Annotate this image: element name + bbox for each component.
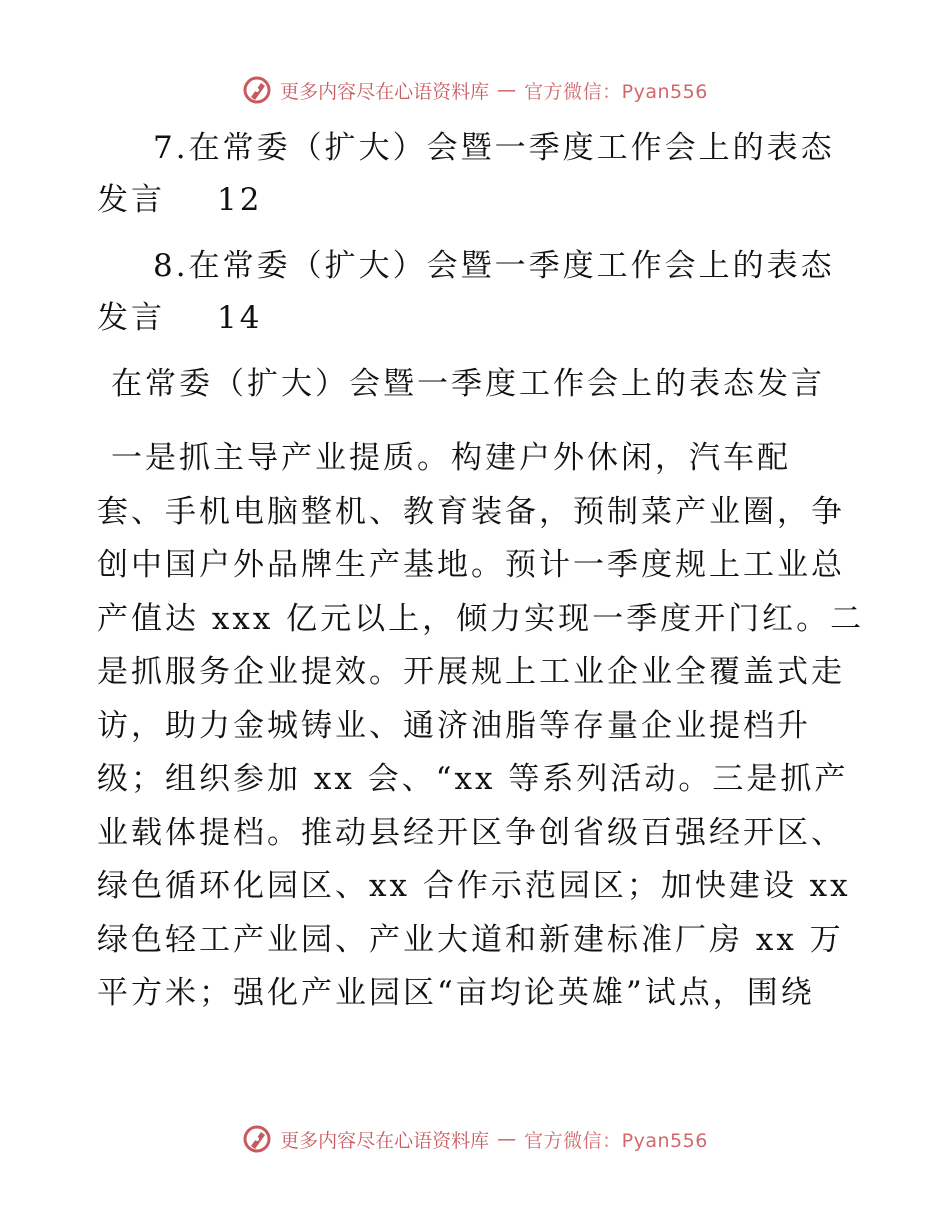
toc-entry-title: 7.在常委（扩大）会暨一季度工作会上的表态 [153,130,835,166]
body-line: 业载体提档。推动县经开区争创省级百强经开区、 [97,814,845,851]
body-line: 是抓服务企业提效。开展规上工业企业全覆盖式走 [97,654,845,690]
pen-nib-seal-icon [242,75,272,105]
watermark-text: 更多内容尽在心语资料库 [280,80,490,103]
body-line: 绿色轻工产业园、产业大道和新建标准厂房 xx 万 [97,921,844,958]
body-line: 级；组织参加 xx 会、“xx 等系列活动。三是抓产 [97,761,849,797]
toc-entry[interactable] [97,240,857,344]
toc-entry-title-end: 发言 [97,300,165,336]
toc-entry-title: 8.在常委（扩大）会暨一季度工作会上的表态 [153,248,835,284]
body-line: 一是抓主导产业提质。构建户外休闲，汽车配 [111,440,791,476]
watermark-contact: 官方微信：Pyan556 [524,1129,708,1152]
body-line: 套、手机电脑整机、教育装备，预制菜产业圈，争 [97,493,845,530]
pen-nib-seal-icon [242,1124,272,1154]
body-line: 访，助力金城铸业、通济油脂等存量企业提档升 [97,707,811,744]
section-heading: 在常委（扩大）会暨一季度工作会上的表态发言 [111,366,825,402]
watermark-separator: — [497,1128,517,1150]
header-watermark [0,70,950,110]
toc-page-number: 14 [217,300,263,336]
toc-page-number: 12 [217,182,263,218]
watermark-text: 更多内容尽在心语资料库 [280,1129,490,1152]
body-line: 创中国户外品牌生产基地。预计一季度规上工业总 [97,547,845,583]
watermark-contact: 官方微信：Pyan556 [524,80,708,103]
body-line: 产值达 xxx 亿元以上，倾力实现一季度开门红。二 [97,600,865,637]
toc-entry[interactable] [97,122,857,226]
watermark-separator: — [497,79,517,101]
document-content [97,122,865,1021]
toc-entry-title-end: 发言 [97,182,165,218]
body-line: 绿色循环化园区、xx 合作示范园区；加快建设 xx [97,868,851,904]
body-line: 平方米；强化产业园区“亩均论英雄”试点，围绕 [97,975,815,1011]
footer-watermark [0,1119,950,1159]
toc-entry-title-cont [97,174,857,226]
toc-entry-title-cont [97,292,857,344]
body-paragraph [97,432,865,1021]
